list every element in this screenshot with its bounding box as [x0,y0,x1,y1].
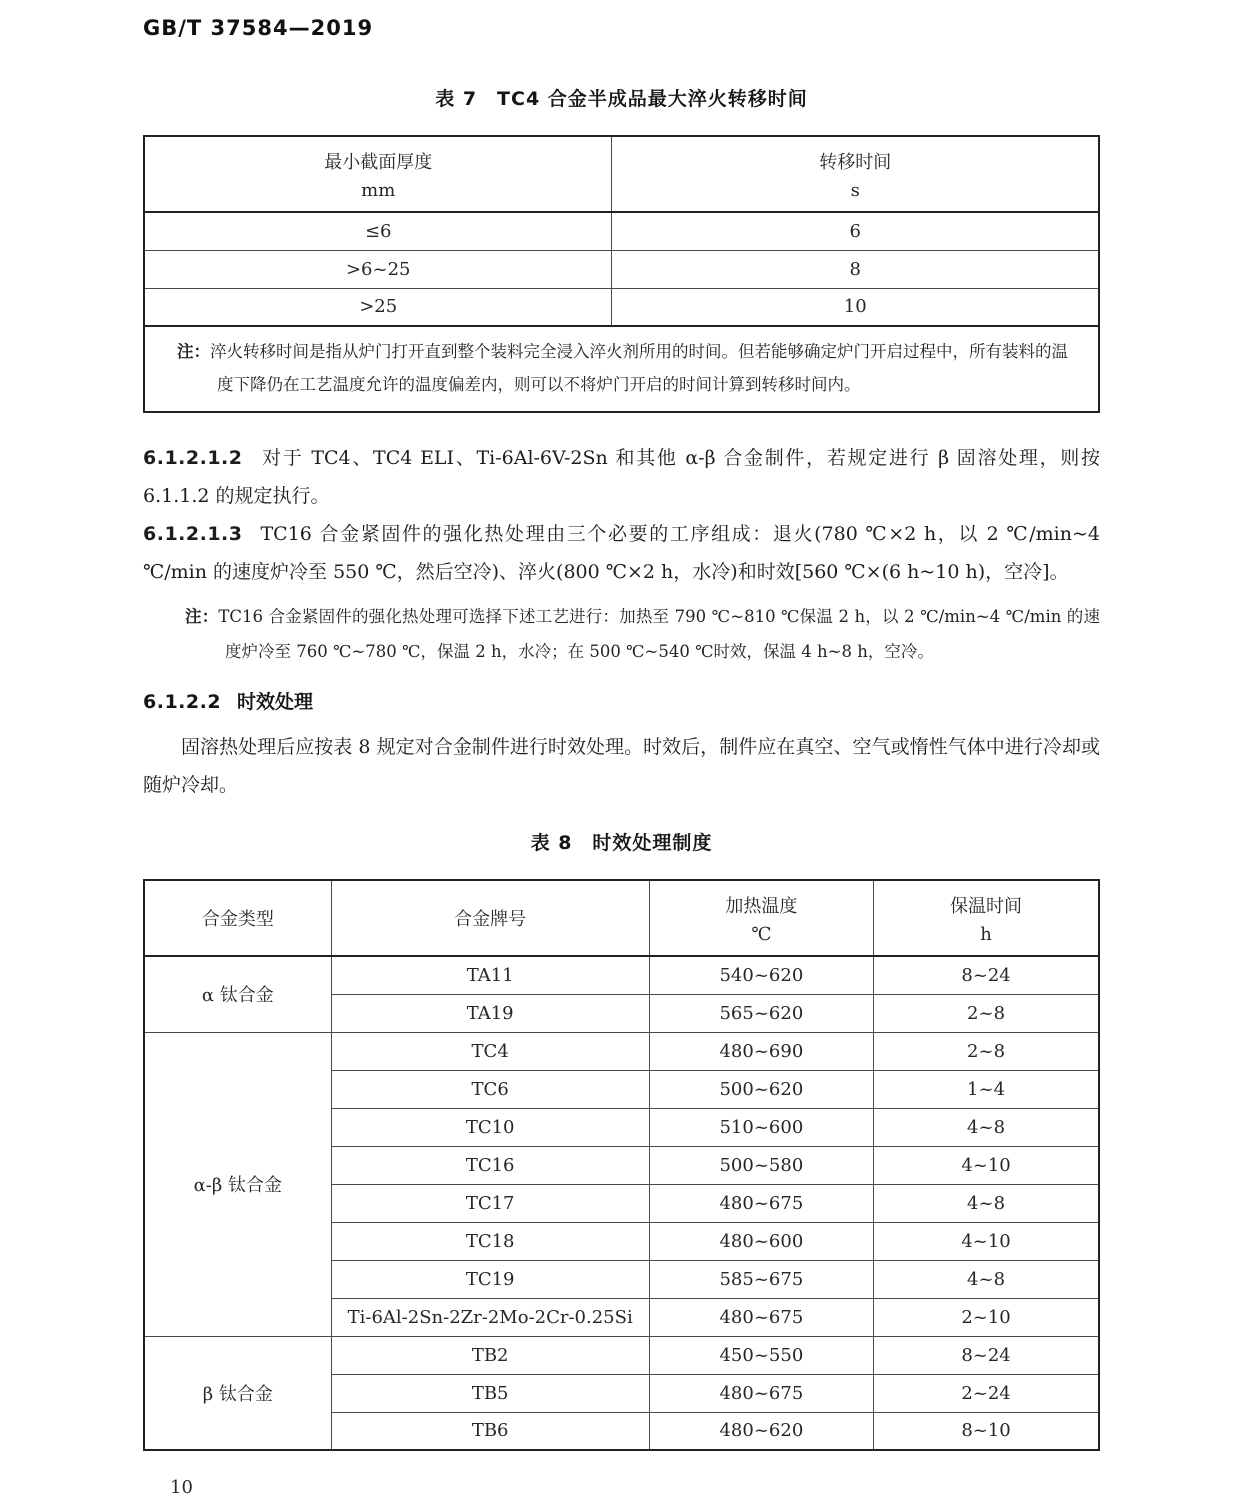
table-row [144,1336,1099,1374]
standard-number: GB/T 37584—2019 [143,16,374,40]
note-text: 淬火转移时间是指从炉门打开直到整个装料完全浸入淬火剂所用的时间。但若能够确定炉门开启过程中，所有装料的温度下降仍在工艺温度允许的温度偏差内，则可以不将炉门开启的时间计算到转移时间内。 [210,342,1068,394]
table7-note [144,326,1099,412]
holding-time-cell: 2~24 [874,1374,1099,1412]
column-unit: s [850,179,860,201]
holding-time-cell: 4~10 [874,1146,1099,1184]
section-number: 6.1.2.2 [143,691,222,713]
column-unit: h [980,923,992,945]
thickness-cell: ≤6 [144,212,612,250]
note-label: 注： [185,607,219,626]
alloy-type-cell: α-β 钛合金 [144,1032,331,1336]
heating-temp-cell: 500~580 [649,1146,873,1184]
time-cell: 6 [612,212,1099,250]
section-note [185,599,1100,669]
alloy-grade-cell: TC19 [331,1260,649,1298]
alloy-grade-cell: TA11 [331,956,649,994]
section-number: 6.1.2.1.3 [143,523,243,545]
holding-time-cell: 4~8 [874,1108,1099,1146]
table-row [144,288,1099,326]
table7-col-min-thickness [144,136,612,212]
table7-quench-transfer-time [143,135,1100,413]
table8-col-holding-time [874,880,1099,956]
column-title: 保温时间 [950,895,1023,917]
heating-temp-cell: 480~620 [649,1412,873,1450]
holding-time-cell: 8~24 [874,1336,1099,1374]
aging-paragraph: 固溶热处理后应按表 8 规定对合金制件进行时效处理。时效后，制件应在真空、空气或惰性气体中进行冷却或随炉冷却。 [143,736,1100,796]
alloy-grade-cell: Ti-6Al-2Sn-2Zr-2Mo-2Cr-0.25Si [331,1298,649,1336]
section-title: 时效处理 [237,691,314,713]
holding-time-cell: 2~8 [874,1032,1099,1070]
table8-header-row [144,880,1099,956]
table7-header-row [144,136,1099,212]
column-title: 合金牌号 [454,909,527,930]
alloy-type-cell: α 钛合金 [144,956,331,1032]
table8-aging-treatment [143,879,1100,1451]
holding-time-cell: 4~8 [874,1184,1099,1222]
alloy-grade-cell: TC17 [331,1184,649,1222]
table-row [144,212,1099,250]
page-content [143,84,1100,1451]
time-cell: 8 [612,250,1099,288]
page-number: 10 [170,1477,193,1498]
thickness-cell: >6~25 [144,250,612,288]
alloy-grade-cell: TC16 [331,1146,649,1184]
table-row [144,956,1099,994]
heating-temp-cell: 585~675 [649,1260,873,1298]
heating-temp-cell: 510~600 [649,1108,873,1146]
alloy-grade-cell: TA19 [331,994,649,1032]
table7-col-transfer-time [612,136,1099,212]
heating-temp-cell: 480~675 [649,1184,873,1222]
alloy-grade-cell: TC4 [331,1032,649,1070]
alloy-grade-cell: TC10 [331,1108,649,1146]
heating-temp-cell: 450~550 [649,1336,873,1374]
column-title: 最小截面厚度 [324,151,433,173]
column-title: 转移时间 [819,151,892,173]
alloy-grade-cell: TB6 [331,1412,649,1450]
holding-time-cell: 4~10 [874,1222,1099,1260]
heating-temp-cell: 540~620 [649,956,873,994]
table-row [144,250,1099,288]
column-title: 合金类型 [201,909,274,930]
thickness-cell: >25 [144,288,612,326]
heating-temp-cell: 500~620 [649,1070,873,1108]
table8-col-heating-temp [649,880,873,956]
heating-temp-cell: 480~690 [649,1032,873,1070]
holding-time-cell: 1~4 [874,1070,1099,1108]
alloy-grade-cell: TB5 [331,1374,649,1412]
alloy-grade-cell: TC6 [331,1070,649,1108]
table-row [144,1032,1099,1070]
heating-temp-cell: 480~675 [649,1298,873,1336]
column-unit: ℃ [751,923,772,945]
section-text: TC16 合金紧固件的强化热处理由三个必要的工序组成：退火(780 ℃×2 h，以 2 ℃/min~4 ℃/min 的速度炉冷至 550 ℃，然后空冷)、淬火(800 ℃×2 h，水冷)和时效[560 ℃×(6 h~10 h)，空冷]。 [143,523,1100,583]
section-number: 6.1.2.1.2 [143,447,243,469]
holding-time-cell: 8~10 [874,1412,1099,1450]
table8-col-alloy-grade [331,880,649,956]
heating-temp-cell: 565~620 [649,994,873,1032]
holding-time-cell: 2~8 [874,994,1099,1032]
table7-note-row [144,326,1099,412]
section-6-1-2-2-heading [143,687,1100,714]
column-title: 加热温度 [725,895,798,917]
table8-col-alloy-type [144,880,331,956]
heating-temp-cell: 480~675 [649,1374,873,1412]
alloy-type-cell: β 钛合金 [144,1336,331,1450]
holding-time-cell: 2~10 [874,1298,1099,1336]
alloy-grade-cell: TB2 [331,1336,649,1374]
table7-caption: 表 7 TC4 合金半成品最大淬火转移时间 [435,88,808,110]
time-cell: 10 [612,288,1099,326]
section-6-1-2-1-3 [143,515,1100,591]
note-text: TC16 合金紧固件的强化热处理可选择下述工艺进行：加热至 790 ℃~810 ℃保温 2 h，以 2 ℃/min~4 ℃/min 的速度炉冷至 760 ℃~780 ℃，保温 2 h，水冷；在 500 ℃~540 ℃时效，保温 4 h~8 h，空冷。 [218,607,1101,661]
section-6-1-2-1-2 [143,439,1100,515]
alloy-grade-cell: TC18 [331,1222,649,1260]
holding-time-cell: 4~8 [874,1260,1099,1298]
section-text: 对于 TC4、TC4 ELI、Ti-6Al-6V-2Sn 和其他 α-β 合金制件，若规定进行 β 固溶处理，则按 6.1.1.2 的规定执行。 [143,447,1100,507]
holding-time-cell: 8~24 [874,956,1099,994]
table8-caption: 表 8 时效处理制度 [530,832,713,854]
heating-temp-cell: 480~600 [649,1222,873,1260]
note-label: 注： [177,342,210,361]
column-unit: mm [361,179,396,201]
